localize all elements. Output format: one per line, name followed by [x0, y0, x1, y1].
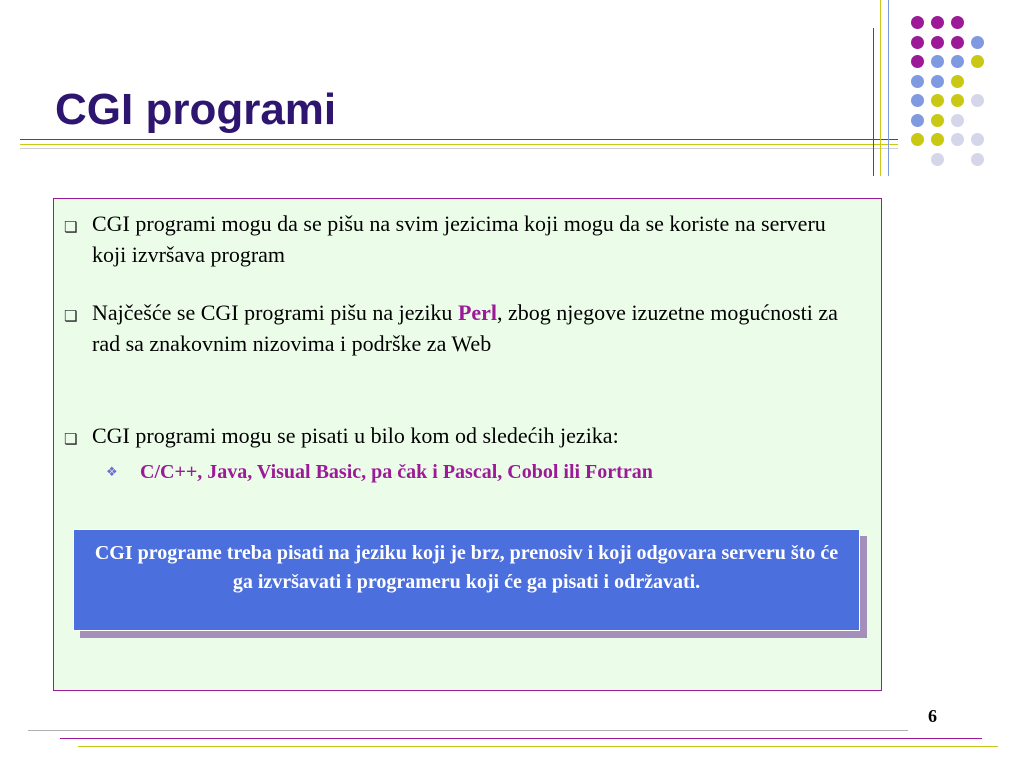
decorative-dot: [931, 55, 944, 68]
bullet-text: CGI programi mogu da se pišu na svim jezicima koji mogu da se koriste na serveru koji izvršava program: [92, 211, 826, 267]
footer-rule-purple: [60, 738, 982, 739]
decorative-dot: [911, 133, 924, 146]
decorative-dot: [971, 94, 984, 107]
page-number: 6: [928, 706, 937, 726]
decorative-dot: [931, 133, 944, 146]
perl-highlight: Perl: [457, 300, 498, 325]
decorative-dot: [931, 153, 944, 166]
bullet-item: [64, 297, 864, 359]
bullet-text: [92, 297, 864, 359]
decorative-dot: [911, 36, 924, 49]
decorative-dot: [951, 36, 964, 49]
slide-title: CGI programi: [55, 85, 337, 134]
footer-rule-yellow: [78, 746, 998, 747]
decorative-dot: [931, 114, 944, 127]
decorative-dot: [911, 55, 924, 68]
decorative-dot: [911, 114, 924, 127]
hollow-square-bullet-icon: ❏: [64, 218, 78, 236]
decorative-dot: [911, 94, 924, 107]
vertical-rule-purple: [873, 28, 874, 176]
footer-rule-gray: [28, 730, 908, 731]
title-rule-gray: [20, 148, 898, 149]
decorative-dot: [911, 75, 924, 88]
hollow-square-bullet-icon: ❏: [64, 430, 78, 448]
decorative-dot: [951, 114, 964, 127]
decorative-dot: [971, 55, 984, 68]
sub-bullet-text: C/C++, Java, Visual Basic, pa čak i Pascal, Cobol ili Fortran: [140, 461, 653, 483]
bullet-item: [64, 208, 864, 270]
title-rule-yellow: [20, 144, 898, 145]
note-callout: CGI programe treba pisati na jeziku koji je brz, prenosiv i koji odgovara serveru što će ga izvršavati i programeru koji će ga pisati i održavati.: [73, 529, 860, 631]
bullet-text: CGI programi mogu se pisati u bilo kom od sledećih jezika:: [92, 423, 619, 448]
decorative-dot: [951, 94, 964, 107]
decorative-dot: [971, 36, 984, 49]
decorative-dot: [971, 133, 984, 146]
four-diamond-bullet-icon: ❖: [106, 465, 118, 480]
decorative-dot: [951, 133, 964, 146]
decorative-dot: [951, 16, 964, 29]
decorative-dot: [951, 55, 964, 68]
decorative-dot: [931, 75, 944, 88]
hollow-square-bullet-icon: ❏: [64, 307, 78, 325]
bullet-text-part: Najčešće se CGI programi pišu na jeziku: [92, 300, 458, 325]
bullet-text-part: , zbog njegove izuzetne mogućnosti za rad sa znakovnim nizovima i podrške za Web: [92, 300, 838, 356]
title-rule-purple: [20, 139, 898, 140]
decorative-dot: [951, 75, 964, 88]
decorative-dot: [911, 16, 924, 29]
vertical-rule-yellow: [880, 0, 881, 176]
decorative-dot: [971, 153, 984, 166]
decorative-dot: [931, 16, 944, 29]
decorative-dot: [931, 36, 944, 49]
vertical-rule-blue: [888, 0, 889, 176]
bullet-item: [64, 420, 864, 458]
sub-bullet-item: [106, 457, 653, 488]
decorative-dot: [931, 94, 944, 107]
